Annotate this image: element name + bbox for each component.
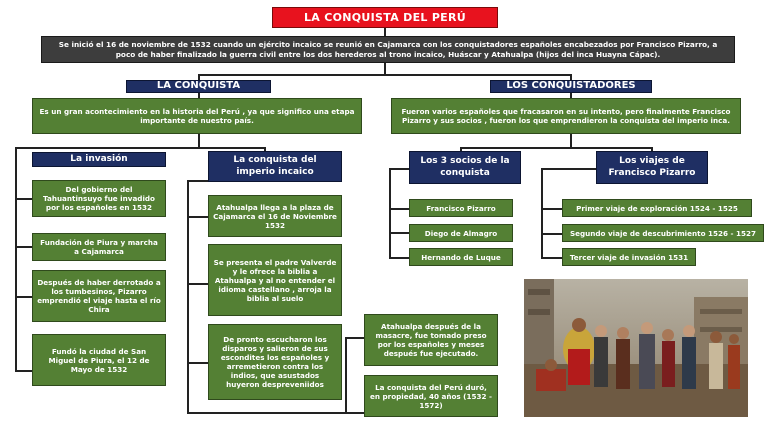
conquista-imperio-item: De pronto escucharon los disparos y salieron de sus escondites los españoles y arremetieron contra los indios, que asustados huyeron despreveniidos <box>208 324 342 400</box>
los-conquistadores-summary: Fueron varios españoles que fracasaron en su intento, pero finalmente Francisco Pizarro y sus socios , fueron los que emprendieron la conquista del imperio inca. <box>391 98 741 134</box>
invasion-item: Del gobierno del Tahuantinsuyo fue invadido por los españoles en 1532 <box>32 180 166 217</box>
viaje-item: Segundo viaje de descubrimiento 1526 - 1527 <box>562 224 764 242</box>
atahualpa-ejecutado-box: Atahualpa después de la masacre, fue tomado preso por los españoles y meses después fue ejecutado. <box>364 314 498 366</box>
conquest-painting-image <box>524 279 748 417</box>
invasion-item: Después de haber derrotado a los tumbesinos, Pizarro emprendió el viaje hasta el río Chira <box>32 270 166 322</box>
duracion-conquista-box: La conquista del Perú duró, en propiedad, 40 años (1532 - 1572) <box>364 375 498 417</box>
socio-item: Francisco Pizarro <box>409 199 513 217</box>
viajes-pizarro-header: Los viajes de Francisco Pizarro <box>596 151 708 184</box>
tres-socios-header: Los 3 socios de la conquista <box>409 151 521 184</box>
conquista-imperio-item: Se presenta el padre Valverde y le ofrece la biblia a Atahualpa y al no entender el idioma castellano , arroja la biblia al suelo <box>208 244 342 316</box>
intro-text: Se inició el 16 de noviembre de 1532 cuando un ejército incaico se reunió en Cajamarca con los conquistadores españoles encabezados por Francisco Pizarro, a poco de haber finalizado la guerra civil entre los dos herederos al trono incaico, Huáscar y Atahualpa (hijos del inca Huayna Cápac). <box>41 36 735 63</box>
invasion-item: Fundó la ciudad de San Miguel de Piura, el 12 de Mayo de 1532 <box>32 334 166 386</box>
la-invasion-header: La invasión <box>32 152 166 167</box>
invasion-item: Fundación de Piura y marcha a Cajamarca <box>32 233 166 261</box>
socio-item: Diego de Almagro <box>409 224 513 242</box>
viaje-item: Tercer viaje de invasión 1531 <box>562 248 696 266</box>
section-header-la-conquista: LA CONQUISTA <box>126 80 271 93</box>
viaje-item: Primer viaje de exploración 1524 - 1525 <box>562 199 752 217</box>
socio-item: Hernando de Luque <box>409 248 513 266</box>
section-header-los-conquistadores: LOS CONQUISTADORES <box>490 80 652 93</box>
page-title: LA CONQUISTA DEL PERÚ <box>272 7 498 28</box>
conquista-imperio-item: Atahualpa llega a la plaza de Cajamarca el 16 de Noviembre 1532 <box>208 195 342 237</box>
la-conquista-imperio-header: La conquista del imperio incaico <box>208 151 342 182</box>
la-conquista-summary: Es un gran acontecimiento en la historia del Perú , ya que significo una etapa importante de nuestro país. <box>32 98 362 134</box>
